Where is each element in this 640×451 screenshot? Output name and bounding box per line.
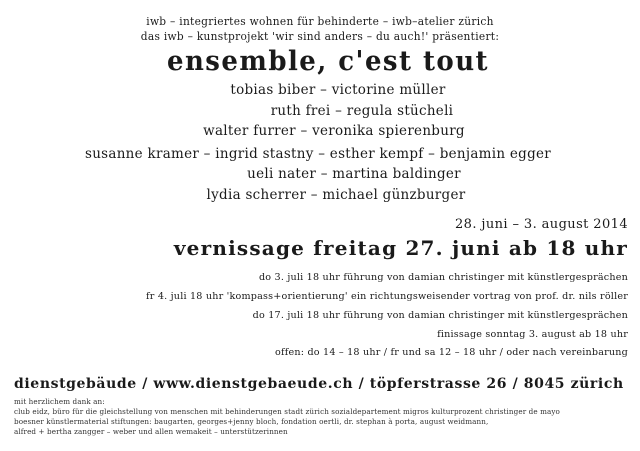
artist-line: walter furrer – veronika spierenburg bbox=[203, 123, 465, 139]
thanks-line: boesner künstlermaterial stiftungen: baugarten, georges+jenny bloch, fondation oertli, dr. stephan à porta, august weidmann, bbox=[14, 417, 489, 426]
venue-line: dienstgebäude / www.dienstgebaeude.ch / töpferstrasse 26 / 8045 zürich bbox=[14, 376, 624, 392]
thanks-line: club eidz, büro für die gleichstellung von menschen mit behinderungen stadt zürich sozialdepartement migros kulturprozent christinger de mayo bbox=[14, 407, 560, 416]
header-line-1: iwb – integriertes wohnen für behinderte – iwb–atelier zürich bbox=[146, 15, 494, 28]
exhibition-title: ensemble, c'est tout bbox=[166, 46, 490, 77]
finissage-line: finissage sonntag 3. august ab 18 uhr bbox=[437, 329, 628, 340]
artist-line: ueli nater – martina baldinger bbox=[247, 166, 461, 182]
artist-line: susanne kramer – ingrid stastny – esther kempf – benjamin egger bbox=[84, 146, 552, 162]
artist-line: ruth frei – regula stücheli bbox=[270, 103, 454, 119]
program-line: do 17. juli 18 uhr führung von damian christinger mit künstlergesprächen bbox=[252, 310, 628, 321]
artist-line: lydia scherrer – michael günzburger bbox=[206, 187, 466, 203]
program-line: fr 4. juli 18 uhr 'kompass+orientierung' ein richtungsweisender vortrag von prof. dr. nils röller bbox=[146, 291, 628, 302]
artist-line: tobias biber – victorine müller bbox=[230, 82, 446, 98]
opening-hours-line: offen: do 14 – 18 uhr / fr und sa 12 – 18 uhr / oder nach vereinbarung bbox=[275, 347, 628, 358]
program-line: do 3. juli 18 uhr führung von damian christinger mit künstlergesprächen bbox=[258, 272, 628, 283]
header-line-2: das iwb – kunstprojekt 'wir sind anders – du auch!' präsentiert: bbox=[140, 30, 500, 43]
thanks-heading: mit herzlichem dank an: bbox=[14, 397, 105, 406]
thanks-line: alfred + bertha zangger – weber und allen wemakeit – unterstützerinnen bbox=[14, 427, 288, 436]
vernissage-line: vernissage freitag 27. juni ab 18 uhr bbox=[173, 236, 628, 260]
exhibition-dates: 28. juni – 3. august 2014 bbox=[455, 217, 628, 232]
